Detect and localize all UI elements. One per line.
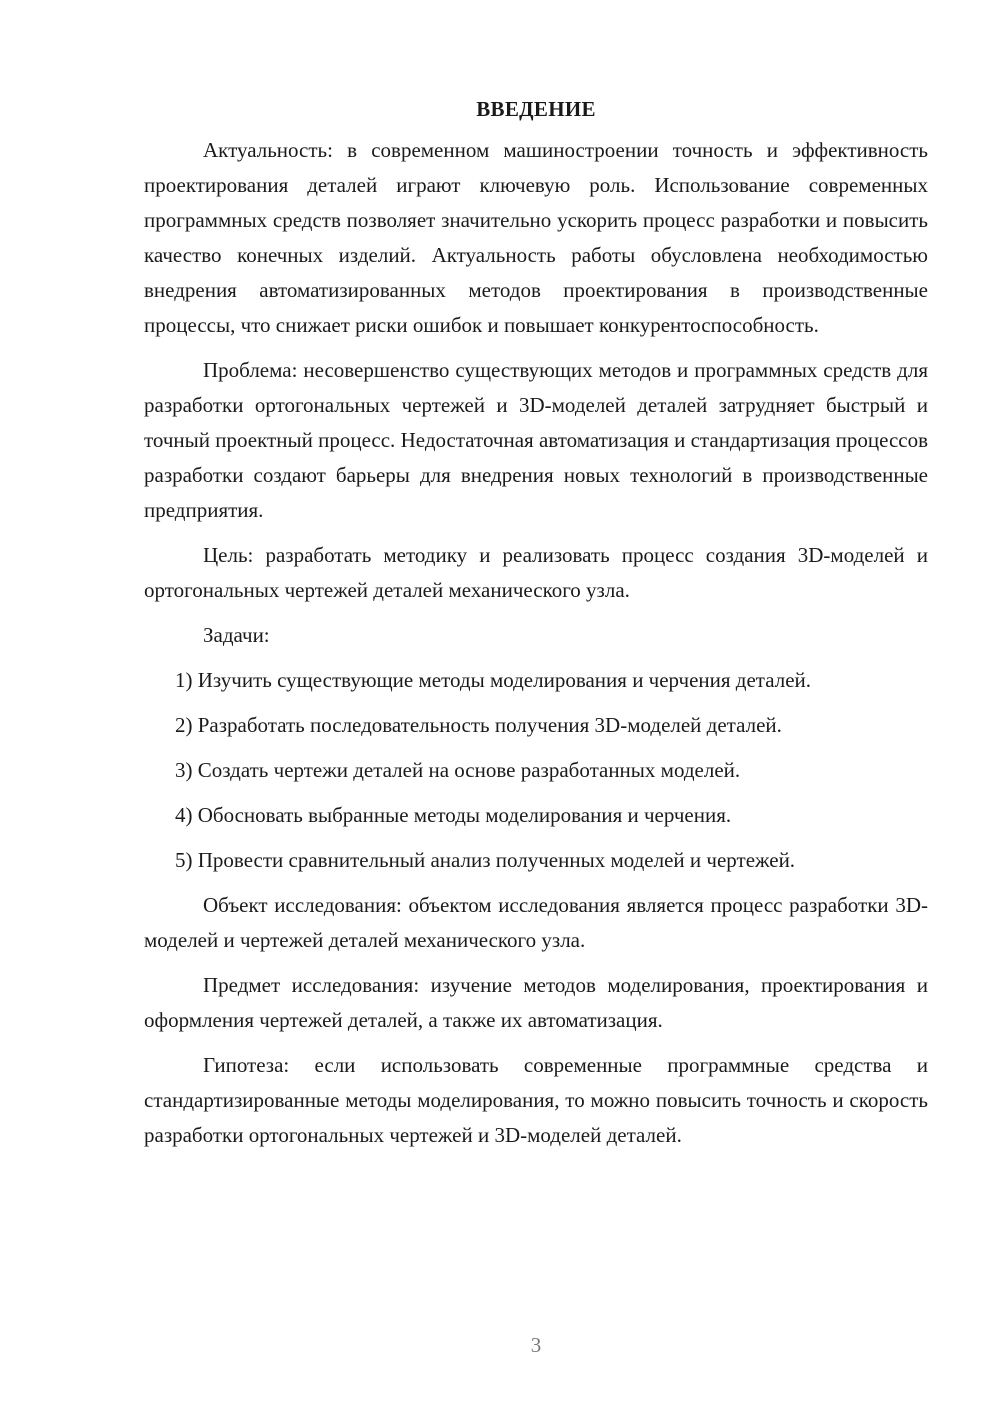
tasks-heading: Задачи: (203, 623, 270, 647)
paragraph-object: Объект исследования: объектом исследования является процесс разработки 3D-моделей и чертежей деталей механического узла. (144, 893, 928, 952)
paragraph-problem: Проблема: несовершенство существующих методов и программных средств для разработки ортогональных чертежей и 3D-моделей деталей затрудняет быстрый и точный проектный процесс. Недостаточная автоматизация и стандартизация процессов разработки создают барьеры для внедрения новых технологий в производственные предприятия. (144, 358, 928, 522)
task-item: 5) Провести сравнительный анализ полученных моделей и чертежей. (175, 848, 796, 872)
task-item: 2) Разработать последовательность получения 3D-моделей деталей. (175, 713, 782, 737)
paragraph-hypothesis: Гипотеза: если использовать современные программные средства и стандартизированные методы моделирования, то можно повысить точность и скорость разработки ортогональных чертежей и 3D-моделей деталей. (144, 1053, 928, 1147)
page-number: 3 (530, 1333, 542, 1357)
document-page (144, 95, 928, 1163)
task-item: 4) Обосновать выбранные методы моделирования и черчения. (175, 803, 732, 827)
paragraph-goal: Цель: разработать методику и реализовать процесс создания 3D-моделей и ортогональных чертежей деталей механического узла. (144, 543, 928, 602)
section-title: ВВЕДЕНИЕ (476, 97, 596, 121)
task-item: 1) Изучить существующие методы моделирования и черчения деталей. (175, 668, 812, 692)
task-item: 3) Создать чертежи деталей на основе разработанных моделей. (175, 758, 741, 782)
tasks-list (144, 663, 928, 878)
paragraph-subject: Предмет исследования: изучение методов моделирования, проектирования и оформления чертежей деталей, а также их автоматизация. (144, 973, 928, 1032)
paragraph-relevance: Актуальность: в современном машиностроении точность и эффективность проектирования деталей играют ключевую роль. Использование современных программных средств позволяет значительно ускорить процесс разработки и повысить качество конечных изделий. Актуальность работы обусловлена необходимостью внедрения автоматизированных методов проектирования в производственные процессы, что снижает риски ошибок и повышает конкурентоспособность. (144, 138, 928, 337)
